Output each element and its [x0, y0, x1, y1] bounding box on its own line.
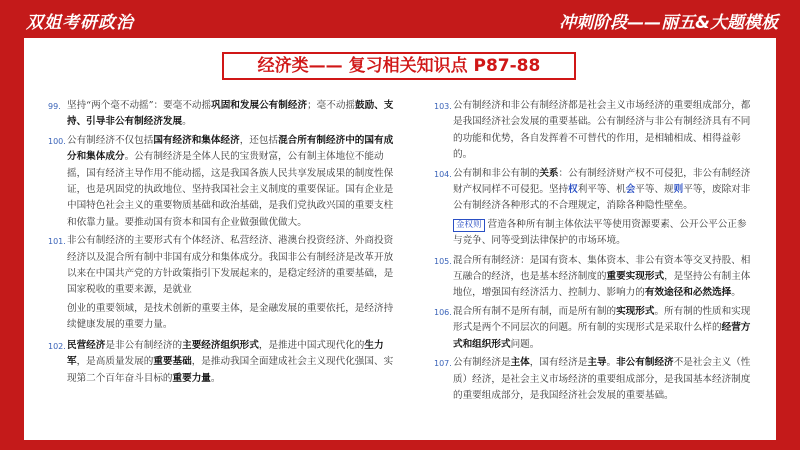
list-item-103 — [434, 98, 754, 164]
item-text: 民营经济是非公有制经济的主要经济组织形式，是推进中国式现代化的生力军，是高质量发展的重要基础，是推动我国全面建成社会主义现代化强国、实现第二个百年奋斗目标的重要力量。 — [67, 339, 394, 384]
item-number: 104. — [434, 169, 452, 179]
item-number: 100. — [48, 136, 66, 146]
list-item-100 — [48, 133, 396, 231]
item-number: 107. — [434, 359, 452, 369]
right-column — [434, 98, 754, 406]
mnemonic-stamp: 金权则 — [453, 219, 485, 232]
item-number: 105. — [434, 256, 452, 266]
list-item-107 — [434, 355, 754, 404]
header-topic: 冲刺阶段——丽五&大题模板 — [559, 13, 778, 33]
list-item-101-continued: 创业的重要领域，是技术创新的重要主体，是金融发展的重要依托，是经济持续健康发展的重要力量。 — [67, 302, 394, 331]
list-item-102 — [48, 338, 396, 387]
item-text: 公有制经济不仅包括国有经济和集体经济，还包括混合所有制经济中的国有成分和集体成分。公有制经济是全体人民的宝贵财富，公有制主体地位不能动摇，国有经济主导作用不能动摇，这是我国各族人民共享发展成果的制度性保证，也是巩固党的执政地位、坚持我国社会主义制度的重要保证。国有企业是中国特色社会主义的重要物质基础和政治基础，是我们党执政兴国的重要支柱和依靠力量。要推动国有资本和国有企业做强做优做大。 — [67, 134, 394, 228]
header-brand: 双姐考研政治 — [26, 13, 134, 33]
item-number: 99. — [48, 102, 61, 111]
item-number: 106. — [434, 307, 452, 317]
content-panel — [24, 38, 776, 440]
item-text: 公有制经济和非公有制经济都是社会主义市场经济的重要组成部分，都是我国经济社会发展的重要基础。公有制经济与非公有制经济具有不同的功能和优势，各自发挥着不可替代的作用，是相辅相成、相得益彰的。 — [453, 100, 751, 161]
page-title: 经济类—— 复习相关知识点 P87-88 — [222, 52, 576, 80]
item-text: 混合所有制不是所有制，而是所有制的实现形式。所有制的性质和实现形式是两个不同层次的问题。所有制的实现形式是采取什么样的经营方式和组织形式问题。 — [453, 305, 751, 350]
list-item-104 — [434, 166, 754, 215]
item-text: 坚持“两个毫不动摇”：要毫不动摇巩固和发展公有制经济；毫不动摇鼓励、支持、引导非公有制经济发展。 — [67, 100, 394, 128]
list-item-99 — [48, 98, 396, 131]
item-number: 103. — [434, 102, 452, 111]
item-text: 混合所有制经济：是国有资本、集体资本、非公有资本等交叉持股、相互融合的经济，也是基本经济制度的重要实现形式，是坚持公有制主体地位，增强国有经济活力、控制力、影响力的有效途径和必然选择。 — [453, 254, 751, 299]
list-item-105 — [434, 253, 754, 302]
item-number: 101. — [48, 237, 66, 247]
note-block — [434, 217, 754, 250]
item-number: 102. — [48, 341, 66, 351]
item-text: 公有制和非公有制的关系：公有制经济财产权不可侵犯，非公有制经济财产权同样不可侵犯。坚持权利平等、机会平等、规则平等，废除对非公有制经济各种形式的不合理规定，消除各种隐性壁垒。 — [453, 167, 751, 212]
list-item-106 — [434, 304, 754, 353]
item-text: 公有制经济是主体，国有经济是主导。非公有制经济不是社会主义（性质）经济，是社会主义市场经济的重要组成部分，是我国基本经济制度的重要组成部分，是我国经济社会发展的重要基础。 — [453, 357, 751, 401]
left-column — [48, 98, 396, 389]
item-text: 非公有制经济的主要形式有个体经济、私营经济、港澳台投资经济、外商投资经济以及混合所有制中非国有成分和集体成分。我国非公有制经济是改革开放以来在中国共产党的方针政策指引下发展起来的，是稳定经济的重要基础，是国家税收的重要来源，是就业 — [67, 235, 394, 296]
list-item-101 — [48, 233, 396, 299]
note-text: 营造各种所有制主体依法平等使用资源要素、公开公平公正参与竞争、同等受到法律保护的市场环境。 — [453, 218, 747, 247]
